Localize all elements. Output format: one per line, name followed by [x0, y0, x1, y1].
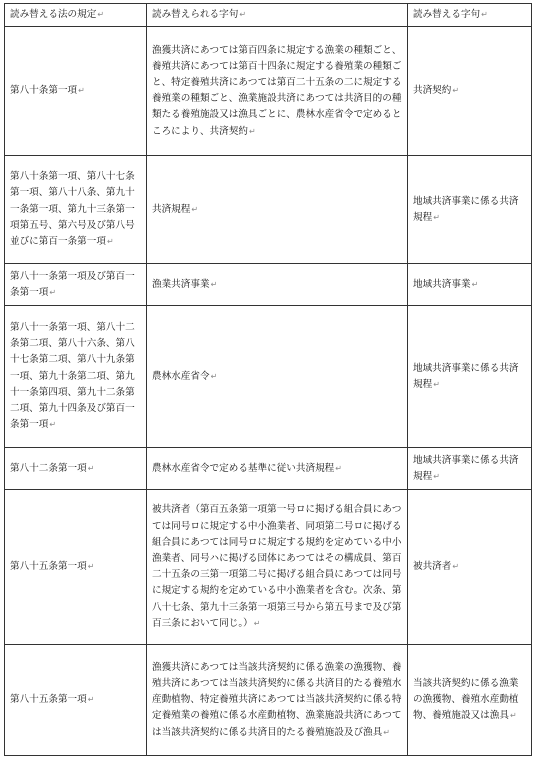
cell-provision: 第八十二条第一項↵	[5, 448, 147, 490]
return-mark-icon: ↵	[210, 371, 218, 381]
cell-provision: 第八十一条第一項及び第百一条第一項↵	[5, 264, 147, 306]
header-provision: 読み替える法の規定↵	[5, 4, 147, 27]
reading-replacement-table	[4, 3, 532, 756]
cell-replacement-phrase: 地域共済事業に係る共済規程↵	[408, 306, 532, 448]
cell-replacement-phrase: 共済契約↵	[408, 27, 532, 156]
cell-replaced-phrase: 共済規程↵	[147, 156, 408, 264]
return-mark-icon: ↵	[509, 711, 517, 721]
return-mark-icon: ↵	[87, 695, 95, 705]
return-mark-icon: ↵	[452, 86, 460, 96]
return-mark-icon: ↵	[335, 463, 342, 473]
return-mark-icon: ↵	[433, 471, 440, 481]
return-mark-icon: ↵	[433, 212, 440, 222]
return-mark-icon: ↵	[481, 10, 488, 19]
cell-provision: 第八十条第一項↵	[5, 27, 147, 156]
return-mark-icon: ↵	[97, 10, 105, 19]
return-mark-icon: ↵	[248, 126, 256, 136]
cell-replacement-phrase: 地域共済事業↵	[408, 264, 532, 306]
table-row	[5, 156, 532, 264]
return-mark-icon: ↵	[49, 287, 57, 297]
return-mark-icon: ↵	[433, 379, 440, 389]
return-mark-icon: ↵	[239, 10, 247, 19]
header-replaced-phrase: 読み替えられる字句↵	[147, 4, 408, 27]
cell-replacement-phrase: 地域共済事業に係る共済規程↵	[408, 448, 532, 490]
cell-provision: 第八十五条第一項↵	[5, 490, 147, 645]
return-mark-icon: ↵	[452, 562, 460, 572]
cell-replaced-phrase: 漁獲共済にあつては第百四条に規定する漁業の種類ごと、養殖共済にあつては第百十四条に規定する養殖業の種類ごと、特定養殖共済にあつては第百二十五条の二に規定する養殖業の種類ごと、漁業施設共済にあつては共済目的の種類たる養殖施設又は漁具ごとに、農林水産省令で定めるところにより、共済契約↵	[147, 27, 408, 156]
cell-provision: 第八十一条第一項、第八十二条第二項、第八十六条、第八十七条第二項、第八十九条第一項、第九十条第二項、第九十一条第四項、第九十二条第二項、第九十四条及び第百一条第一項↵	[5, 306, 147, 448]
return-mark-icon: ↵	[253, 618, 261, 628]
cell-replacement-phrase: 被共済者↵	[408, 490, 532, 645]
return-mark-icon: ↵	[78, 86, 85, 96]
table-row	[5, 645, 532, 756]
cell-provision: 第八十五条第一項↵	[5, 645, 147, 756]
return-mark-icon: ↵	[49, 420, 57, 430]
cell-replacement-phrase: 地域共済事業に係る共済規程↵	[408, 156, 532, 264]
cell-replaced-phrase: 被共済者（第百五条第一項第一号ロに掲げる組合員にあつては同号ロに規定する中小漁業者、同項第二号ロに掲げる組合員にあつては同号ロに規定する規約を定めている中小漁業者、同号ハに掲げる団体にあつてはその構成員、第百二十五条の三第一項第二号に掲げる組合員にあつては同号に規定する規約を定めている中小漁業者を含む。次条、第八十七条、第九十三条第一項第三号から第五号まで及び第百三条において同じ。）↵	[147, 490, 408, 645]
table-row	[5, 27, 532, 156]
header-replacement-phrase: 読み替える字句↵	[408, 4, 532, 27]
cell-replaced-phrase: 漁獲共済にあつては当該共済契約に係る漁業の漁獲物、養殖共済にあつては当該共済契約に係る共済目的たる養殖水産動植物、特定養殖共済にあつては当該共済契約に係る特定養殖業の養殖に係る水産動植物、漁業施設共済にあつては当該共済契約に係る共済目的たる養殖施設及び漁具↵	[147, 645, 408, 756]
table-row	[5, 264, 532, 306]
table-row	[5, 448, 532, 490]
table-row	[5, 306, 532, 448]
cell-replacement-phrase: 当該共済契約に係る漁業の漁獲物、養殖水産動植物、養殖施設又は漁具↵	[408, 645, 532, 756]
return-mark-icon: ↵	[87, 562, 95, 572]
return-mark-icon: ↵	[87, 463, 95, 473]
table-row	[5, 490, 532, 645]
return-mark-icon: ↵	[383, 727, 390, 737]
table-header-row	[5, 4, 532, 27]
return-mark-icon: ↵	[471, 279, 479, 289]
cell-replaced-phrase: 漁業共済事業↵	[147, 264, 408, 306]
cell-replaced-phrase: 農林水産省令↵	[147, 306, 408, 448]
cell-provision: 第八十条第一項、第八十七条第一項、第八十八条、第九十一条第一項、第九十三条第一項第五号、第六号及び第八号並びに第百一条第一項↵	[5, 156, 147, 264]
return-mark-icon: ↵	[210, 279, 218, 289]
return-mark-icon: ↵	[106, 237, 114, 246]
return-mark-icon: ↵	[191, 204, 199, 214]
cell-replaced-phrase: 農林水産省令で定める基準に従い共済規程↵	[147, 448, 408, 490]
